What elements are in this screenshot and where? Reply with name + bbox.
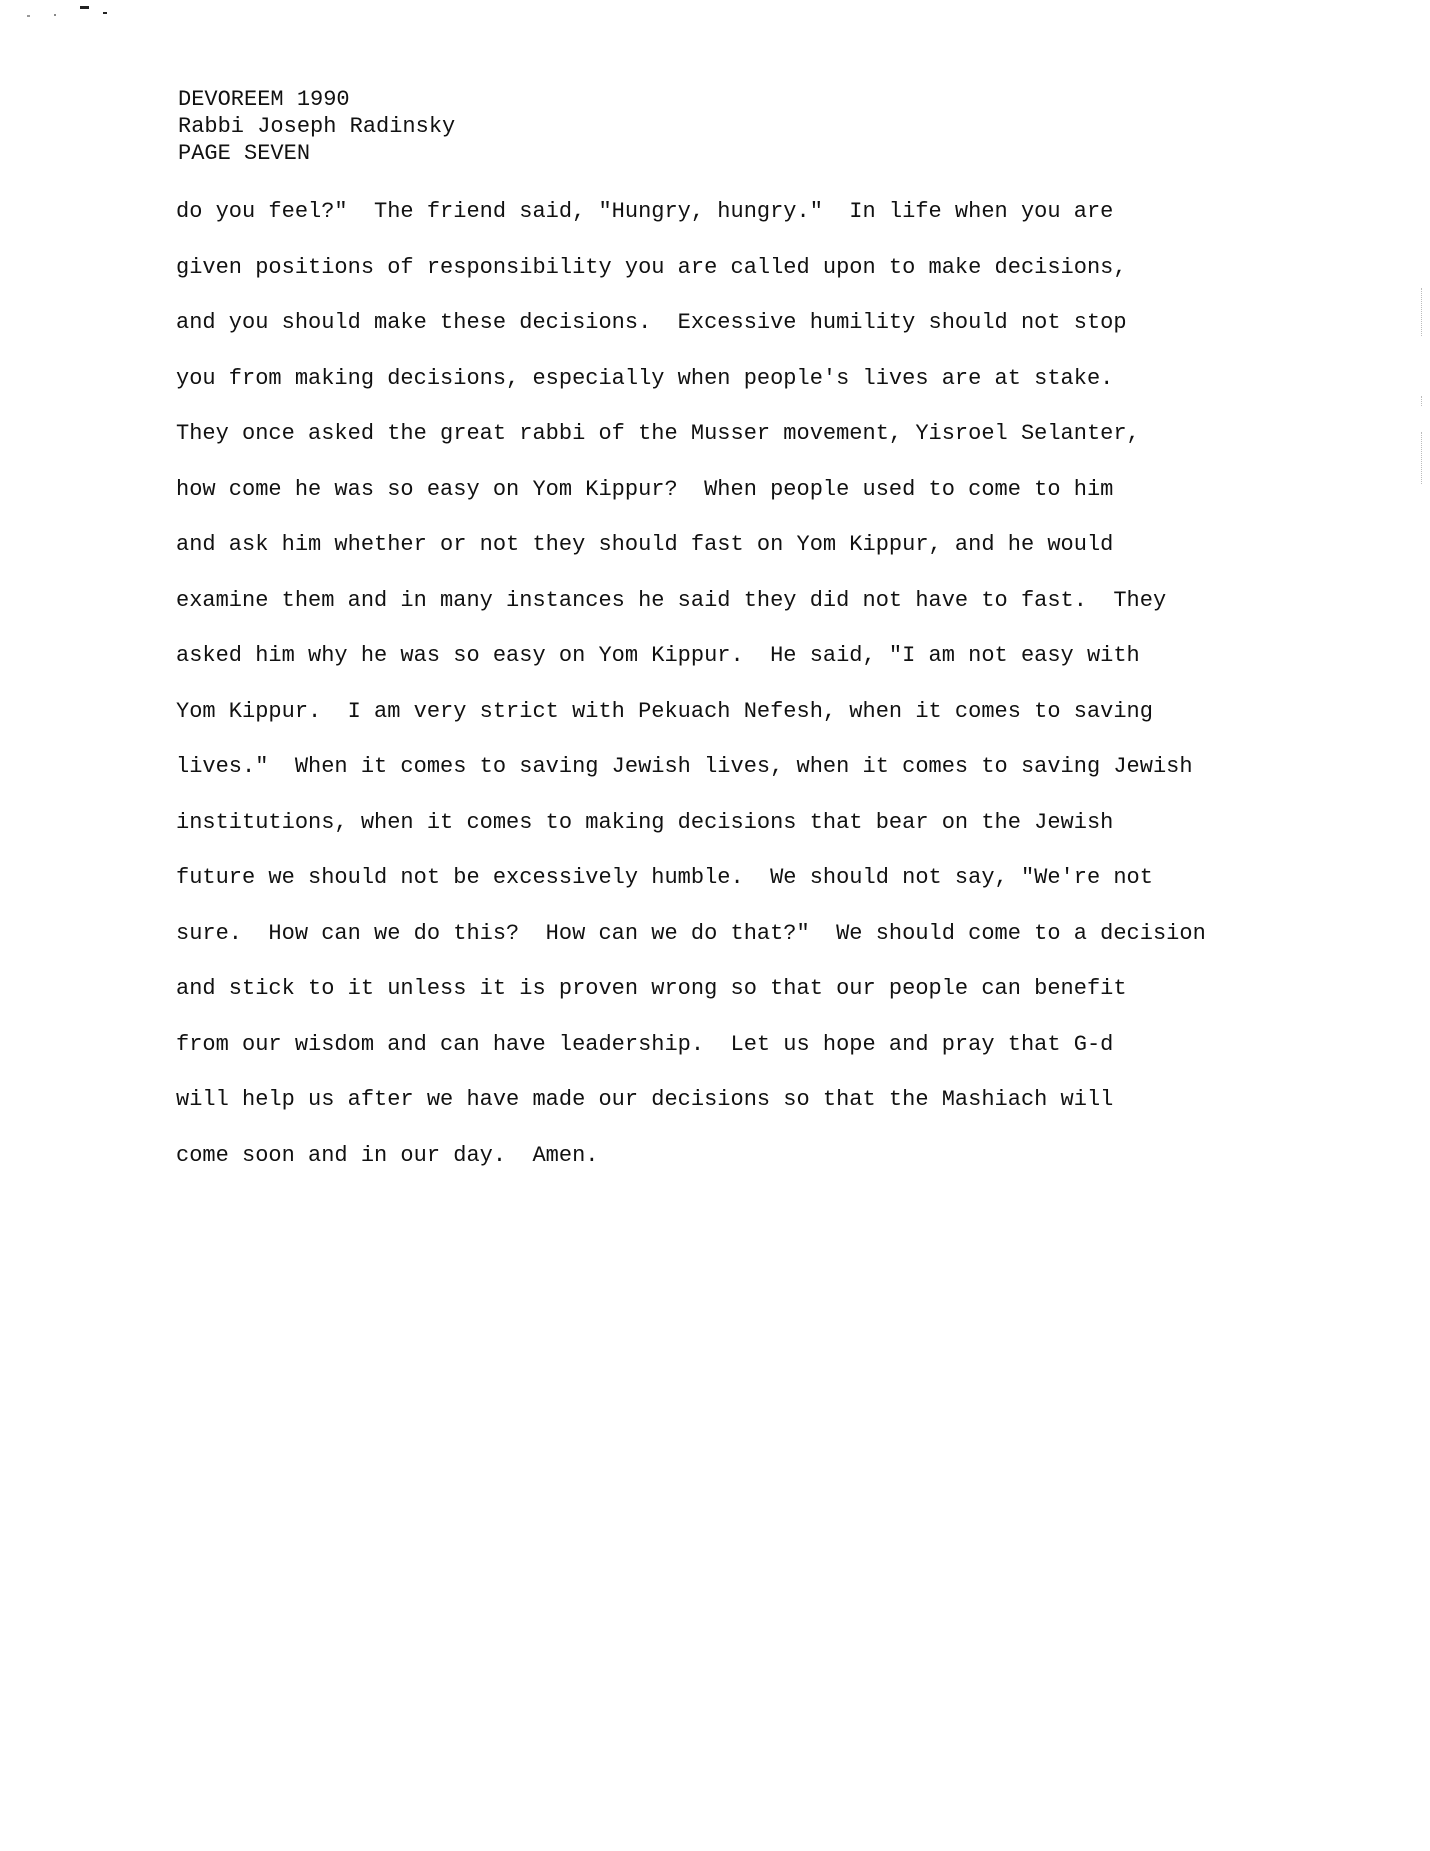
- body-line: and stick to it unless it is proven wrong so that our people can benefit: [176, 976, 1127, 1001]
- scan-edge-mark: [1421, 288, 1423, 336]
- scan-speck: [80, 6, 89, 9]
- body-line: future we should not be excessively humble. We should not say, "We're not: [176, 865, 1153, 890]
- header-title: DEVOREEM 1990: [178, 87, 350, 112]
- body-line: Yom Kippur. I am very strict with Pekuach Nefesh, when it comes to saving: [176, 698, 1153, 724]
- header-page-label: PAGE SEVEN: [178, 141, 311, 166]
- body-line: institutions, when it comes to making decisions that bear on the Jewish: [176, 809, 1114, 835]
- body-line: given positions of responsibility you are called upon to make decisions,: [176, 254, 1127, 280]
- body-line: sure. How can we do this? How can we do that?" We should come to a decision: [176, 920, 1206, 946]
- body-line: how come he was so easy on Yom Kippur? When people used to come to him: [176, 476, 1114, 502]
- scan-speck: [54, 14, 56, 16]
- body-line: from our wisdom and can have leadership. Let us hope and pray that G-d: [176, 1031, 1114, 1057]
- scan-edge-mark: [1421, 396, 1423, 406]
- body-line: do you feel?" The friend said, "Hungry, hungry." In life when you are: [176, 199, 1114, 224]
- scan-speck: [103, 12, 107, 14]
- body-line: asked him why he was so easy on Yom Kippur. He said, "I am not easy with: [176, 643, 1140, 668]
- scan-speck: [27, 15, 30, 17]
- header-author: Rabbi Joseph Radinsky: [178, 114, 456, 139]
- body-line: will help us after we have made our decisions so that the Mashiach will: [176, 1087, 1114, 1112]
- body-line: lives." When it comes to saving Jewish lives, when it comes to saving Jewish: [176, 754, 1193, 779]
- body-text: [176, 197, 1206, 1196]
- scan-edge-mark: [1421, 432, 1423, 484]
- body-line: They once asked the great rabbi of the Musser movement, Yisroel Selanter,: [176, 421, 1140, 446]
- body-line: and you should make these decisions. Excessive humility should not stop: [176, 310, 1127, 335]
- body-line: examine them and in many instances he said they did not have to fast. They: [176, 587, 1167, 613]
- body-line: come soon and in our day. Amen.: [176, 1142, 599, 1168]
- document-header: [178, 86, 455, 167]
- body-line: you from making decisions, especially when people's lives are at stake.: [176, 365, 1114, 391]
- body-line: and ask him whether or not they should fast on Yom Kippur, and he would: [176, 532, 1114, 557]
